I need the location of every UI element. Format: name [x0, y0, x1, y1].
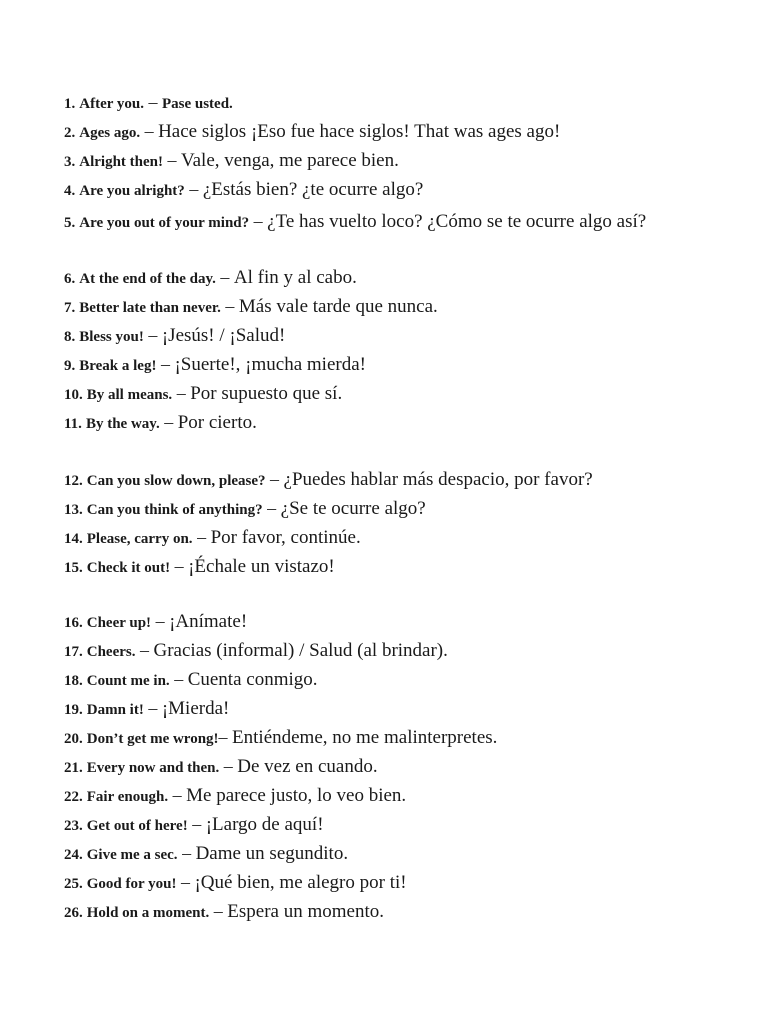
- phrase-entry-11: [64, 409, 744, 437]
- phrase-entry-8: [64, 322, 744, 350]
- phrase-entry-5: [64, 208, 724, 236]
- spanish-translation: Por favor, continúe.: [210, 527, 361, 548]
- english-phrase: Hold on a moment.: [86, 905, 210, 921]
- entry-number: 15.: [64, 560, 83, 576]
- phrase-entry-18: [64, 666, 744, 694]
- english-phrase: Get out of here!: [86, 818, 188, 834]
- english-phrase: At the end of the day.: [79, 271, 216, 287]
- english-phrase: Break a leg!: [79, 358, 157, 374]
- spanish-translation: ¿Te has vuelto loco? ¿Cómo se te ocurre algo así?: [267, 211, 647, 232]
- entry-number: 21.: [64, 760, 83, 776]
- separator: –: [209, 901, 228, 921]
- entry-number: 10.: [64, 387, 83, 403]
- separator: –: [215, 267, 234, 287]
- separator: –: [219, 756, 238, 776]
- separator: –: [168, 785, 187, 805]
- separator: –: [262, 498, 281, 518]
- english-phrase: Better late than never.: [79, 300, 221, 316]
- spanish-translation: Entiéndeme, no me malinterpretes.: [232, 727, 498, 748]
- separator: –: [140, 121, 159, 141]
- entry-number: 6.: [64, 271, 76, 287]
- phrase-entry-16: [64, 608, 744, 636]
- english-phrase: Every now and then.: [86, 760, 220, 776]
- spanish-translation: Me parece justo, lo veo bien.: [186, 785, 407, 806]
- english-phrase: Cheer up!: [86, 615, 152, 631]
- separator: –: [170, 556, 189, 576]
- separator: –: [265, 469, 284, 489]
- entry-number: 18.: [64, 673, 83, 689]
- separator: –: [187, 814, 206, 834]
- phrase-entry-17: [64, 637, 744, 665]
- spanish-translation: ¡Largo de aquí!: [205, 814, 324, 835]
- english-phrase: Alright then!: [79, 154, 163, 170]
- separator: –: [184, 179, 203, 199]
- english-phrase: Don’t get me wrong!: [86, 731, 219, 747]
- english-phrase: Are you alright?: [79, 183, 185, 199]
- phrase-entry-4: [64, 176, 744, 204]
- entry-number: 16.: [64, 615, 83, 631]
- phrase-entry-6: [64, 264, 744, 292]
- separator: –: [159, 412, 178, 432]
- separator: –: [143, 698, 162, 718]
- entry-number: 17.: [64, 644, 83, 660]
- phrase-entry-2: [64, 118, 744, 146]
- separator: –: [143, 92, 162, 112]
- english-phrase: Fair enough.: [86, 789, 169, 805]
- spanish-translation: Espera un momento.: [227, 901, 384, 922]
- spanish-translation: Gracias (informal) / Salud (al brindar).: [153, 640, 448, 661]
- spanish-translation: Hace siglos ¡Eso fue hace siglos! That was ages ago!: [158, 121, 561, 142]
- phrase-entry-3: [64, 147, 744, 175]
- entry-number: 14.: [64, 531, 83, 547]
- entry-number: 19.: [64, 702, 83, 718]
- english-phrase: Check it out!: [86, 560, 171, 576]
- entry-number: 9.: [64, 358, 76, 374]
- phrase-entry-12: [64, 466, 744, 494]
- phrase-entry-20: [64, 724, 744, 752]
- separator: –: [163, 150, 181, 170]
- spanish-translation: ¡Mierda!: [161, 698, 230, 719]
- spanish-translation: Más vale tarde que nunca.: [238, 296, 438, 317]
- spanish-translation: ¡Qué bien, me alegro por ti!: [194, 872, 407, 893]
- separator: –: [151, 611, 170, 631]
- separator: –: [172, 383, 191, 403]
- entry-number: 3.: [64, 154, 76, 170]
- spanish-translation: ¿Estás bien? ¿te ocurre algo?: [202, 179, 424, 200]
- spanish-translation: Por cierto.: [177, 412, 257, 433]
- phrase-entry-22: [64, 782, 744, 810]
- english-phrase: Good for you!: [86, 876, 177, 892]
- entry-number: 4.: [64, 183, 76, 199]
- entry-number: 2.: [64, 125, 76, 141]
- separator: –: [169, 669, 188, 689]
- spanish-translation: Vale, venga, me parece bien.: [181, 150, 399, 171]
- english-phrase: Bless you!: [79, 329, 144, 345]
- english-phrase: After you.: [79, 96, 144, 112]
- spanish-translation: Por supuesto que sí.: [190, 383, 343, 404]
- english-phrase: Ages ago.: [79, 125, 141, 141]
- spanish-translation: ¿Se te ocurre algo?: [280, 498, 426, 519]
- entry-number: 24.: [64, 847, 83, 863]
- separator: –: [249, 211, 268, 231]
- separator: –: [135, 640, 154, 660]
- english-phrase: Cheers.: [86, 644, 136, 660]
- separator: –: [177, 843, 196, 863]
- entry-number: 22.: [64, 789, 83, 805]
- entry-number: 25.: [64, 876, 83, 892]
- entry-number: 7.: [64, 300, 76, 316]
- english-phrase: By all means.: [86, 387, 173, 403]
- entry-number: 20.: [64, 731, 83, 747]
- english-phrase: Are you out of your mind?: [79, 215, 250, 231]
- spanish-translation: ¡Anímate!: [169, 611, 248, 632]
- entry-number: 8.: [64, 329, 76, 345]
- english-phrase: Give me a sec.: [86, 847, 178, 863]
- separator: –: [143, 325, 162, 345]
- phrase-entry-15: [64, 553, 744, 581]
- entry-number: 13.: [64, 502, 83, 518]
- english-phrase: Can you slow down, please?: [86, 473, 266, 489]
- separator: –: [218, 727, 233, 747]
- english-phrase: Can you think of anything?: [86, 502, 263, 518]
- spanish-translation: Pase usted.: [161, 96, 233, 112]
- entry-number: 5.: [64, 215, 76, 231]
- spanish-translation: Al fin y al cabo.: [233, 267, 357, 288]
- separator: –: [176, 872, 195, 892]
- spanish-translation: ¡Suerte!, ¡mucha mierda!: [174, 354, 366, 375]
- phrase-entry-7: [64, 293, 744, 321]
- spanish-translation: ¡Jesús! / ¡Salud!: [161, 325, 286, 346]
- separator: –: [220, 296, 239, 316]
- spanish-translation: Dame un segundito.: [195, 843, 349, 864]
- phrase-entry-10: [64, 380, 744, 408]
- phrase-entry-1: [64, 89, 744, 117]
- phrase-entry-13: [64, 495, 744, 523]
- phrase-entry-25: [64, 869, 744, 897]
- english-phrase: By the way.: [85, 416, 160, 432]
- entry-number: 26.: [64, 905, 83, 921]
- phrase-entry-19: [64, 695, 744, 723]
- spanish-translation: ¿Puedes hablar más despacio, por favor?: [283, 469, 593, 490]
- english-phrase: Count me in.: [86, 673, 170, 689]
- spanish-translation: ¡Échale un vistazo!: [188, 556, 335, 577]
- entry-number: 1.: [64, 96, 76, 112]
- english-phrase: Damn it!: [86, 702, 144, 718]
- spanish-translation: De vez en cuando.: [237, 756, 378, 777]
- phrase-entry-24: [64, 840, 744, 868]
- separator: –: [192, 527, 211, 547]
- entry-number: 12.: [64, 473, 83, 489]
- phrase-entry-23: [64, 811, 744, 839]
- separator: –: [156, 354, 175, 374]
- spanish-translation: Cuenta conmigo.: [187, 669, 318, 690]
- english-phrase: Please, carry on.: [86, 531, 193, 547]
- phrase-entry-26: [64, 898, 744, 926]
- phrase-entry-9: [64, 351, 744, 379]
- phrase-entry-14: [64, 524, 744, 552]
- phrase-entry-21: [64, 753, 744, 781]
- entry-number: 23.: [64, 818, 83, 834]
- entry-number: 11.: [64, 416, 82, 432]
